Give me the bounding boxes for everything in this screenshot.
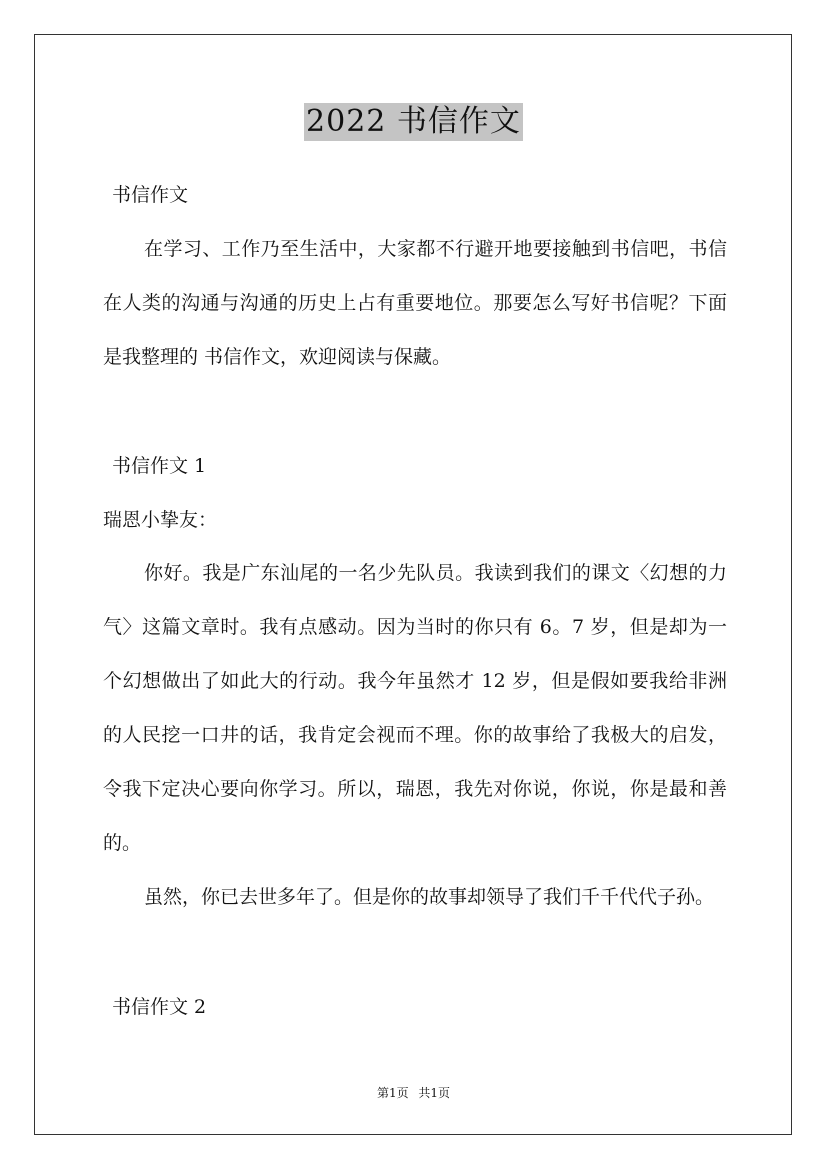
body-paragraph-2-text: 虽然，你已去世多年了。但是你的故事却领导了我们千千代代子孙。 <box>144 886 715 908</box>
title-container <box>0 103 827 141</box>
page-total: 共1页 <box>418 1086 451 1100</box>
intro-text: 在学习、工作乃至生活中，大家都不行避开地要接触到书信吧，书信在人类的沟通与沟通的历史上占有重要地位。那要怎么写好书信呢？下面是我整理的 书信作文，欢迎阅读与保藏。 <box>103 238 727 368</box>
document-title: 2022 书信作文 <box>306 104 521 139</box>
intro-paragraph <box>103 222 727 384</box>
section-heading-2: 书信作文 2 <box>112 996 207 1018</box>
page-footer <box>0 1085 827 1101</box>
body-paragraph-2 <box>103 870 727 924</box>
section-heading-1: 书信作文 1 <box>112 455 207 477</box>
salutation: 瑞恩小挚友： <box>103 509 218 531</box>
subtitle: 书信作文 <box>112 184 189 206</box>
body-paragraph-1 <box>103 546 727 870</box>
body-paragraph-1-text: 你好。我是广东汕尾的一名少先队员。我读到我们的课文〈幻想的力气〉这篇文章时。我有点感动。因为当时的你只有 6。7 岁，但是却为一个幻想做出了如此大的行动。我今年虽然才 12 岁，但是假如要我给非洲的人民挖一口井的话，我肯定会视而不理。你的故事给了我极大的启发，令我下定决心要向你学习。所以，瑞恩，我先对你说，你说，你是最和善的。 <box>103 562 727 854</box>
page-number: 第1页 <box>376 1086 409 1100</box>
